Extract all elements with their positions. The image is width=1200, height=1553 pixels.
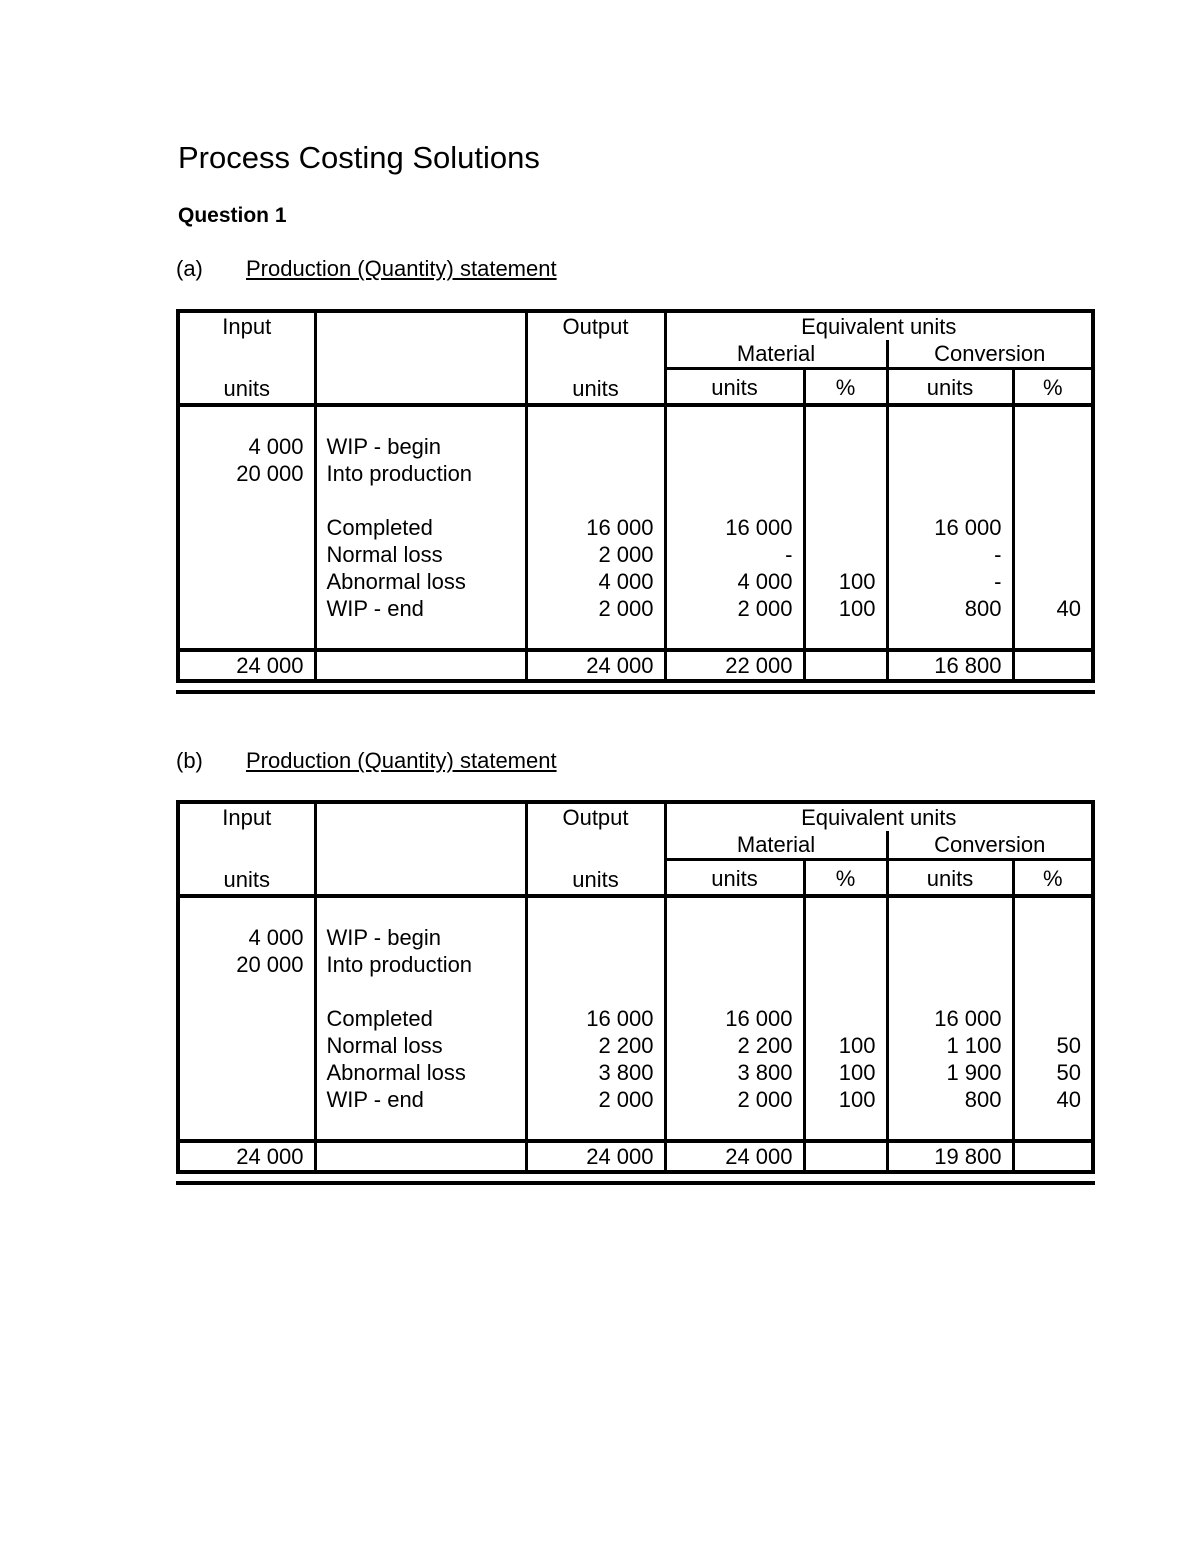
material-percent: 100	[804, 595, 887, 622]
header-output: Output	[526, 311, 665, 340]
header-blank	[315, 802, 526, 831]
header-input: Input	[178, 311, 315, 340]
row-label: WIP - begin	[315, 924, 526, 951]
double-underline	[176, 686, 1095, 694]
table-row	[178, 568, 1093, 595]
table-row	[178, 924, 1093, 951]
header-blank	[315, 311, 526, 340]
material-units: -	[665, 541, 804, 568]
header-output: Output	[526, 802, 665, 831]
material-percent	[804, 514, 887, 541]
conversion-units: 16 000	[887, 514, 1013, 541]
material-units: 2 000	[665, 595, 804, 622]
header-material-percent: %	[804, 860, 887, 896]
header-conversion-units: units	[887, 860, 1013, 896]
table-row	[178, 460, 1093, 487]
double-underline	[176, 1177, 1095, 1185]
material-units: 2 200	[665, 1032, 804, 1059]
material-percent	[804, 1005, 887, 1032]
table-row	[178, 1086, 1093, 1113]
section-b-label	[176, 748, 557, 774]
conversion-units: 800	[887, 595, 1013, 622]
header-conversion: Conversion	[934, 832, 1046, 857]
total-input: 24 000	[178, 1141, 315, 1172]
header-equivalent-units: Equivalent units	[801, 805, 957, 830]
input-units: 20 000	[178, 951, 315, 978]
conversion-percent	[1013, 541, 1093, 568]
row-label: Into production	[315, 460, 526, 487]
material-percent	[804, 541, 887, 568]
header-conversion-units: units	[887, 369, 1013, 405]
conversion-percent: 50	[1056, 1032, 1082, 1058]
material-percent: 100	[804, 1059, 887, 1086]
section-heading: Production (Quantity) statement	[246, 256, 557, 281]
production-statement-table-a	[176, 309, 1095, 694]
question-heading: Question 1	[178, 204, 287, 227]
section-heading: Production (Quantity) statement	[246, 748, 557, 773]
conversion-units: 1 100	[887, 1032, 1013, 1059]
output-units: 4 000	[526, 568, 665, 595]
total-material-units: 24 000	[665, 1141, 804, 1172]
total-material-units: 22 000	[665, 650, 804, 681]
material-units: 2 000	[665, 1086, 804, 1113]
conversion-percent: 40	[1056, 1086, 1082, 1112]
header-material-units: units	[665, 369, 804, 405]
row-label: Completed	[315, 1005, 526, 1032]
header-output-units: units	[526, 369, 665, 405]
conversion-percent	[1013, 514, 1093, 541]
material-units: 4 000	[665, 568, 804, 595]
header-material-percent: %	[804, 369, 887, 405]
section-part-label: (b)	[176, 748, 203, 773]
table-row	[178, 595, 1093, 622]
material-units: 16 000	[665, 1005, 804, 1032]
production-statement-table-b	[176, 800, 1095, 1185]
header-equivalent-units: Equivalent units	[801, 314, 957, 339]
total-conversion-units: 16 800	[887, 650, 1013, 681]
total-output: 24 000	[526, 1141, 665, 1172]
conversion-percent	[1013, 568, 1093, 595]
row-label: Into production	[315, 951, 526, 978]
totals-row	[178, 1141, 1093, 1172]
total-conversion-units: 19 800	[887, 1141, 1013, 1172]
row-label: Normal loss	[315, 1032, 526, 1059]
table-row	[178, 433, 1093, 460]
output-units: 3 800	[526, 1059, 665, 1086]
header-input-units: units	[178, 860, 315, 896]
conversion-percent: 40	[1056, 595, 1082, 621]
header-input-units: units	[178, 369, 315, 405]
row-label: WIP - begin	[315, 433, 526, 460]
conversion-percent	[1013, 1005, 1093, 1032]
header-input: Input	[178, 802, 315, 831]
output-units: 2 200	[526, 1032, 665, 1059]
table-row	[178, 514, 1093, 541]
material-percent: 100	[804, 1086, 887, 1113]
header-conversion-percent: %	[1013, 860, 1093, 896]
conversion-units: 16 000	[887, 1005, 1013, 1032]
header-conversion: Conversion	[934, 341, 1046, 366]
section-part-label: (a)	[176, 256, 203, 281]
output-units: 2 000	[526, 595, 665, 622]
row-label: Completed	[315, 514, 526, 541]
input-units: 20 000	[178, 460, 315, 487]
row-label: WIP - end	[315, 595, 526, 622]
conversion-units: -	[887, 568, 1013, 595]
material-percent: 100	[804, 568, 887, 595]
table-row	[178, 541, 1093, 568]
header-material: Material	[665, 831, 887, 860]
row-label: Abnormal loss	[315, 568, 526, 595]
row-label: Normal loss	[315, 541, 526, 568]
row-label: Abnormal loss	[315, 1059, 526, 1086]
material-units: 16 000	[665, 514, 804, 541]
input-units: 4 000	[178, 433, 315, 460]
header-material-units: units	[665, 860, 804, 896]
row-label: WIP - end	[315, 1086, 526, 1113]
material-percent: 100	[804, 1032, 887, 1059]
conversion-percent: 50	[1056, 1059, 1082, 1085]
table-row	[178, 1059, 1093, 1086]
input-units: 4 000	[178, 924, 315, 951]
conversion-units: 1 900	[887, 1059, 1013, 1086]
output-units: 2 000	[526, 541, 665, 568]
total-input: 24 000	[178, 650, 315, 681]
table-row	[178, 1005, 1093, 1032]
header-material: Material	[665, 340, 887, 369]
table-row	[178, 1032, 1093, 1059]
conversion-units: 800	[887, 1086, 1013, 1113]
output-units: 16 000	[526, 1005, 665, 1032]
page-title: Process Costing Solutions	[178, 140, 540, 175]
header-conversion-percent: %	[1013, 369, 1093, 405]
material-units: 3 800	[665, 1059, 804, 1086]
totals-row	[178, 650, 1093, 681]
total-output: 24 000	[526, 650, 665, 681]
section-a-label	[176, 256, 557, 282]
output-units: 16 000	[526, 514, 665, 541]
conversion-units: -	[887, 541, 1013, 568]
output-units: 2 000	[526, 1086, 665, 1113]
header-output-units: units	[526, 860, 665, 896]
table-row	[178, 951, 1093, 978]
